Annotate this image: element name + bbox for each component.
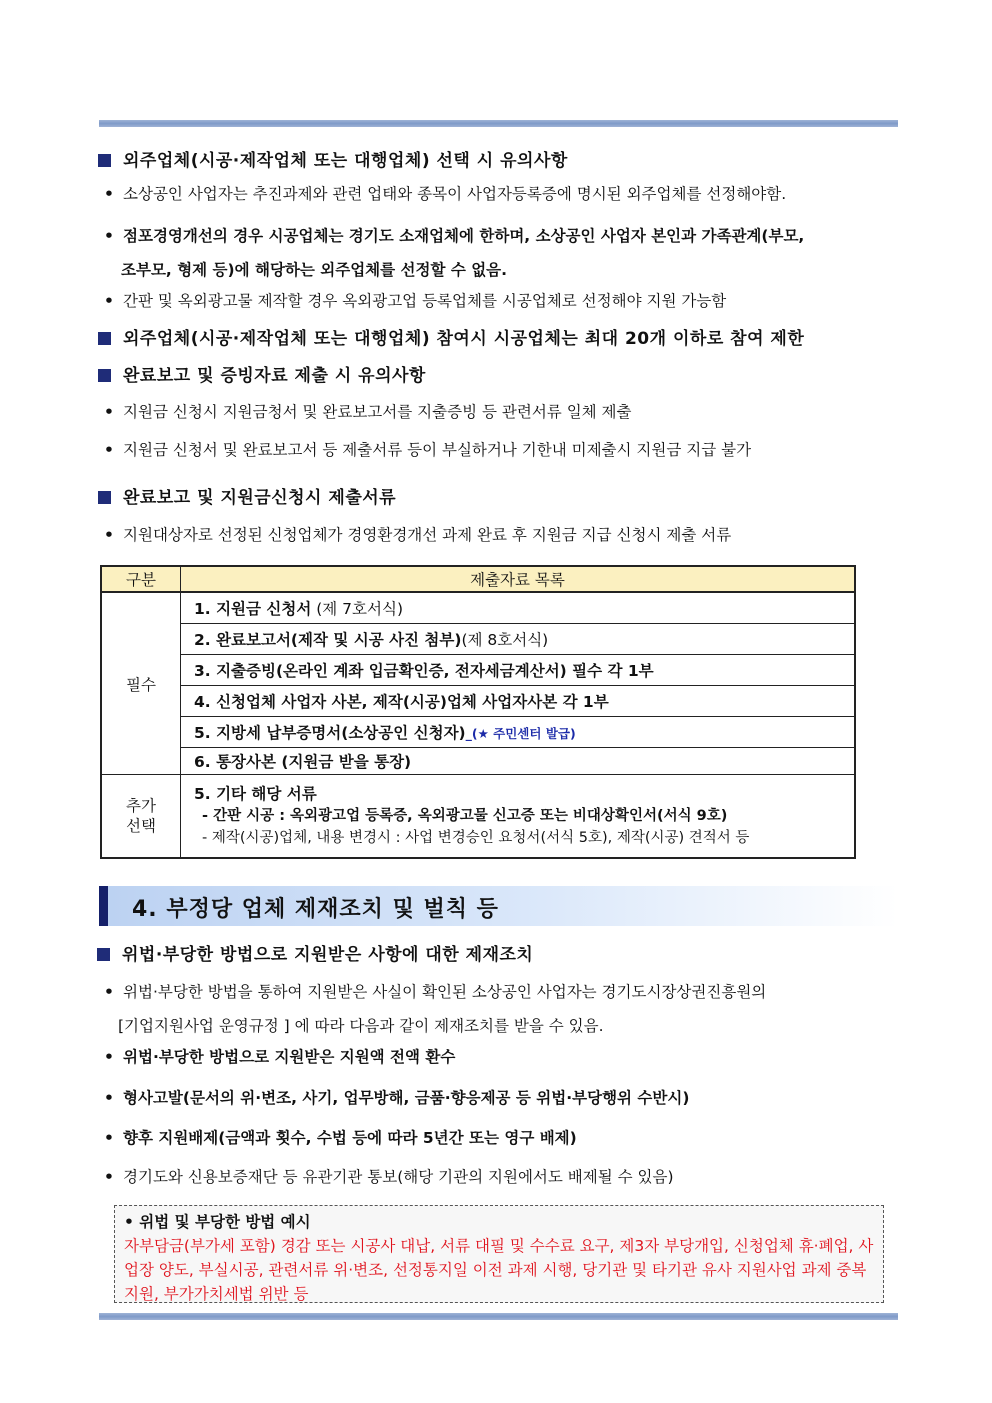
bullet-item [104,291,726,311]
bullet-text: 소상공인 사업자는 추진과제와 관련 업태와 종목이 사업자등록증에 명시된 외주업체를 선정해야함. [123,185,787,203]
bullet-item [104,1047,455,1067]
section-heading-sanctions [97,940,533,965]
doc-form: (제 8호서식) [461,631,549,649]
section-heading-text: 완료보고 및 증빙자료 제출 시 유의사항 [123,366,426,386]
section-heading-limit [98,324,804,349]
square-bullet-icon [98,332,111,345]
doc-name: 5. 기타 해당 서류 [194,784,317,803]
doc-sub-item: - 간판 시공 : 옥외광고업 등록증, 옥외광고물 신고증 또는 비대상확인서(서식 9호) [202,807,728,824]
doc-form: (제 7호서식) [311,600,404,618]
bullet-dot-icon: • [104,441,114,459]
table-cell: 3. 지출증빙(온라인 계좌 입금확인증, 전자세금계산서) 필수 각 1부 [181,655,856,686]
top-rule [99,120,898,127]
examples-title: • 위법 및 부당한 방법 예시 [124,1213,311,1231]
bullet-text: 지원금 신청서 및 완료보고서 등 제출서류 등이 부실하거나 기한내 미제출시 지원금 지급 불가 [123,441,752,459]
bullet-text: 형사고발(문서의 위·변조, 사기, 업무방해, 금품·향응제공 등 위법·부당행위 수반시) [123,1089,690,1107]
bullet-item [104,982,766,1002]
bullet-text: 점포경영개선의 경우 시공업체는 경기도 소재업체에 한하며, 소상공인 사업자 본인과 가족관계(부모, [123,227,805,245]
bullet-dot-icon: • [104,526,114,544]
section-heading-text: 외주업체(시공·제작업체 또는 대행업체) 참여시 시공업체는 최대 20개 이하로 참여 제한 [123,329,805,349]
category-required: 필수 [101,592,181,775]
category-optional-line2: 선택 [126,817,156,835]
table-row [101,655,855,686]
submission-docs-table [100,565,856,859]
examples-body: 자부담금(부가세 포함) 경감 또는 시공사 대납, 서류 대필 및 수수료 요구, 제3자 부당개입, 신청업체 휴·폐업, 사업장 양도, 부실시공, 관련서류 위·변조, 선정통지일 이전 과제 시행, 당기관 및 타기관 유사 지원사업 과제 중복지원, 부가가치세법 위반 등 [124,1237,874,1303]
square-bullet-icon [98,491,111,504]
bullet-text: 위법·부당한 방법을 통하여 지원받은 사실이 확인된 소상공인 사업자는 경기도시장상권진흥원의 [123,983,767,1001]
bullet-dot-icon: • [104,227,114,245]
section-heading-text: 외주업체(시공·제작업체 또는 대행업체) 선택 시 유의사항 [123,151,568,171]
violation-examples-box [114,1205,884,1303]
doc-name: 1. 지원금 신청서 [194,600,312,618]
bullet-item [104,184,786,204]
bullet-text: 지원금 신청시 지원금청서 및 완료보고서를 지출증빙 등 관련서류 일체 제출 [123,403,632,421]
section-heading-submission-docs [98,483,396,508]
bullet-continuation: 조부모, 형제 등)에 해당하는 외주업체를 선정할 수 없음. [121,261,508,279]
doc-name: 2. 완료보고서(제작 및 시공 사진 첨부) [194,631,462,649]
table-cell [181,592,856,624]
section-heading-text: 완료보고 및 지원금신청시 제출서류 [123,488,397,508]
table-cell: 6. 통장사본 (지원금 받을 통장) [181,748,856,775]
chapter-banner [99,886,898,926]
category-optional-line1: 추가 [126,797,156,815]
category-optional [101,775,181,859]
bullet-item [104,440,751,460]
bullet-dot-icon: • [104,185,114,203]
bullet-dot-icon: • [104,1168,114,1186]
bullet-dot-icon: • [104,1048,114,1066]
square-bullet-icon [98,154,111,167]
bullet-continuation: [기업지원사업 운영규정 ] 에 따라 다음과 같이 제재조치를 받을 수 있음. [118,1017,604,1035]
table-header-category: 구분 [101,566,181,592]
bullet-item [104,525,731,545]
section-heading-outsourcing [98,146,568,171]
table-row [101,624,855,655]
chapter-title: 4. 부정당 업체 제재조치 및 벌칙 등 [132,897,499,922]
bullet-text: 간판 및 옥외광고물 제작할 경우 옥외광고업 등록업체를 시공업체로 선정해야 지원 가능함 [123,292,727,310]
doc-note: _(★ 주민센터 발급) [465,726,576,741]
bullet-text: 위법·부당한 방법으로 지원받은 지원액 전액 환수 [123,1048,456,1066]
bullet-item [104,402,632,422]
table-cell [181,775,856,859]
table-row [101,686,855,717]
doc-sub-item: - 제작(시공)업체, 내용 변경시 : 사업 변경승인 요청서(서식 5호), 제작(시공) 견적서 등 [202,829,750,846]
square-bullet-icon [97,948,110,961]
table-row [101,748,855,775]
bullet-dot-icon: • [104,1129,114,1147]
bullet-dot-icon: • [104,403,114,421]
bullet-dot-icon: • [104,983,114,1001]
table-row [101,775,855,859]
table-cell [181,717,856,748]
bullet-dot-icon: • [104,1089,114,1107]
table-header-row [101,566,855,592]
bullet-item [104,1128,577,1148]
table-row [101,717,855,748]
table-cell: 4. 신청업체 사업자 사본, 제작(시공)업체 사업자사본 각 1부 [181,686,856,717]
bullet-text: 지원대상자로 선정된 신청업체가 경영환경개선 과제 완료 후 지원금 지급 신청시 제출 서류 [123,526,732,544]
bullet-item [104,1088,689,1108]
section-heading-text: 위법·부당한 방법으로 지원받은 사항에 대한 제재조치 [122,945,534,965]
table-row [101,592,855,624]
section-heading-report-notes [98,361,426,386]
bullet-text: 향후 지원배제(금액과 횟수, 수법 등에 따라 5년간 또는 영구 배제) [123,1129,577,1147]
bullet-item [104,1167,674,1187]
table-header-list: 제출자료 목록 [181,566,856,592]
bullet-dot-icon: • [104,292,114,310]
doc-name: 5. 지방세 납부증명서(소상공인 신청자) [194,724,466,742]
bullet-text: 경기도와 신용보증재단 등 유관기관 통보(해당 기관의 지원에서도 배제될 수 있음) [123,1168,674,1186]
table-cell [181,624,856,655]
bottom-rule [99,1313,898,1320]
square-bullet-icon [98,369,111,382]
bullet-item [104,226,804,246]
